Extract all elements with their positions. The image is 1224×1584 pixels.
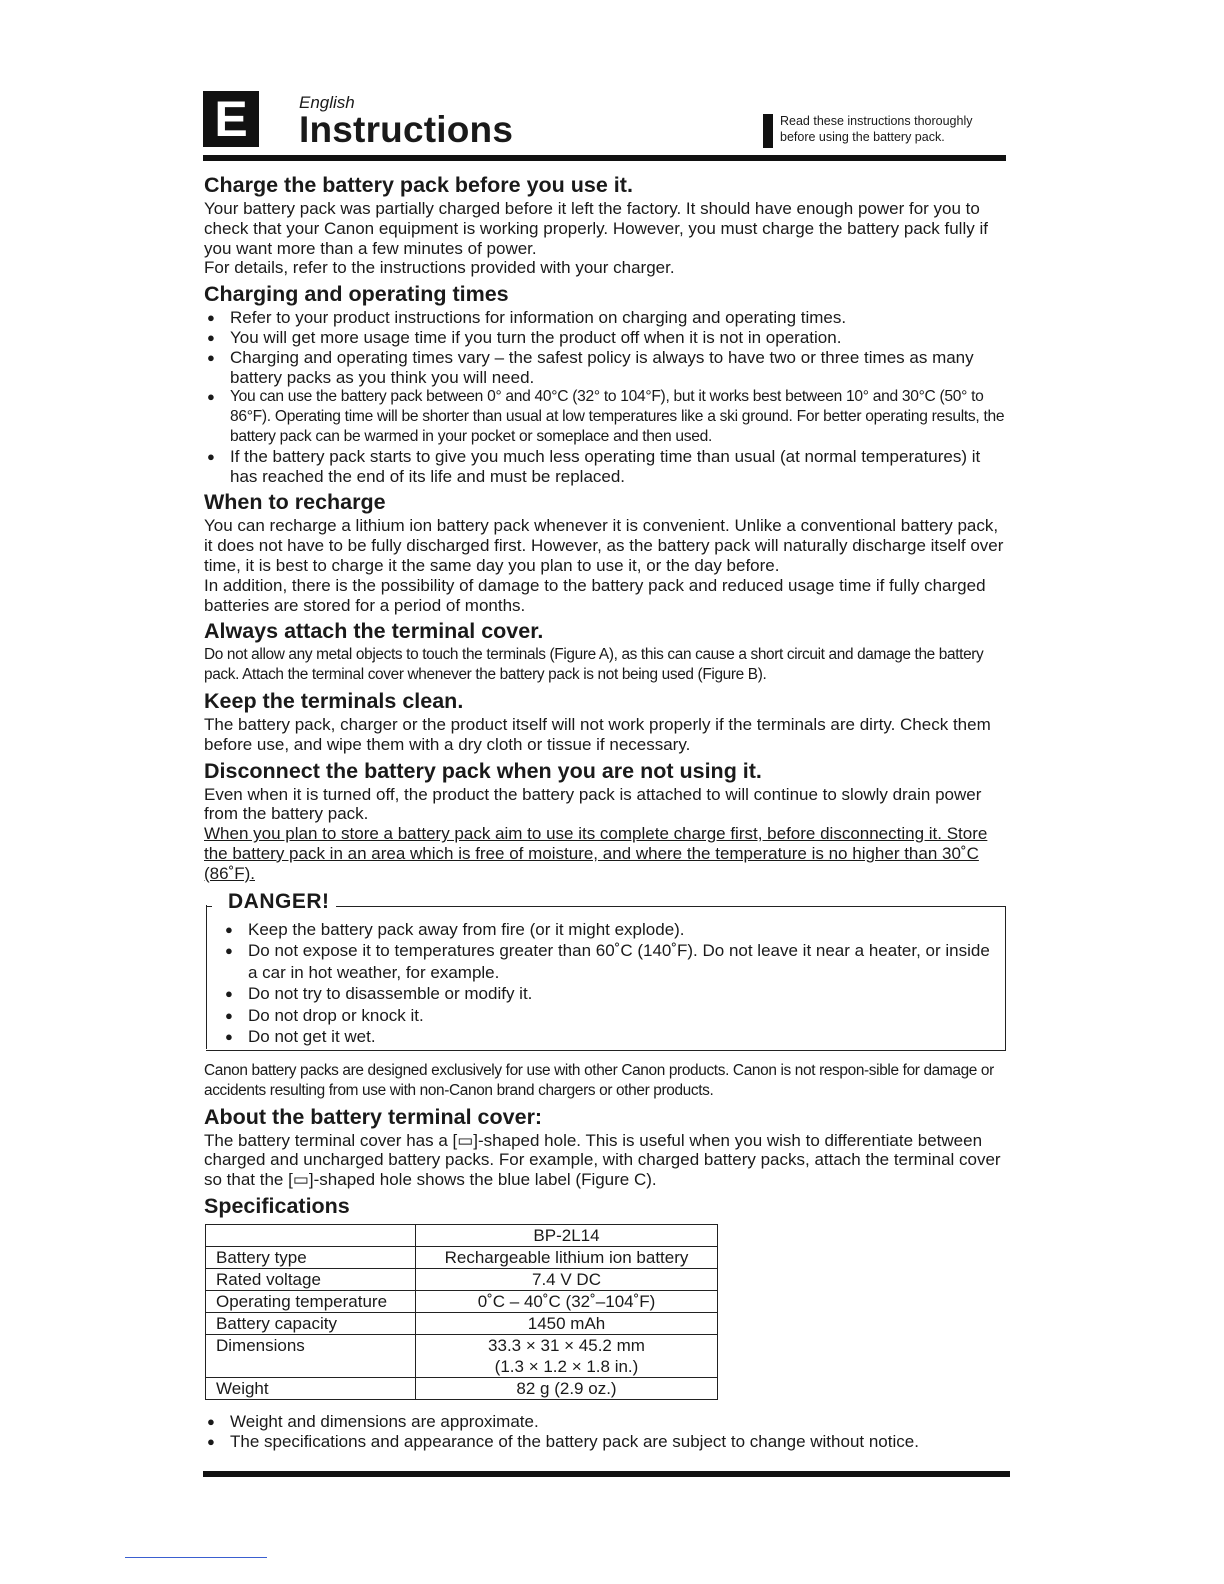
paragraph: The battery pack, charger or the product itself will not work properly if the terminals are dirty. Check them before use, and wipe them with a dry cloth or tissue if necessary. (204, 714, 991, 754)
danger-item: ● Do not get it wet. (222, 1026, 995, 1048)
danger-item: ● Do not drop or knock it. (222, 1005, 995, 1027)
table-cell (206, 1225, 416, 1247)
disclaimer: Canon battery packs are designed exclusively for use with other Canon products. Canon is not respon-sible for damage or accidents resulting from use with non-Canon brand chargers or other products. (204, 1062, 994, 1099)
danger-item: ● Do not expose it to temperatures greater than 60˚C (140˚F). Do not leave it near a heater, or inside a car in hot weather, for example. (222, 940, 995, 983)
table-cell: BP-2L14 (416, 1225, 718, 1247)
page-title: Instructions (299, 109, 514, 150)
footer-divider (203, 1471, 1010, 1477)
table-cell: 82 g (2.9 oz.) (416, 1378, 718, 1400)
list-item: ● The specifications and appearance of the battery pack are subject to change without notice. (204, 1432, 1010, 1452)
table-row (206, 1291, 718, 1313)
table-cell: Operating temperature (206, 1291, 416, 1313)
section-charge (204, 172, 1010, 278)
paragraph: Even when it is turned off, the product the battery pack is attached to will continue to slowly drain power from the battery pack. (204, 784, 982, 824)
bullet-list (204, 308, 1010, 486)
section-heading: Keep the terminals clean. (204, 688, 464, 713)
section-heading: About the battery terminal cover: (204, 1104, 543, 1129)
paragraph: Your battery pack was partially charged before it left the factory. It should have enough power for you to check that your Canon equipment is working properly. However, you must charge the battery pack fully if you want more than a few minutes of power. (204, 199, 988, 258)
section-heading: Specifications (204, 1194, 350, 1219)
note-marker (763, 114, 773, 148)
header-note-line1: Read these instructions thoroughly (780, 114, 973, 128)
table-row (206, 1269, 718, 1291)
table-cell: Rated voltage (206, 1269, 416, 1291)
cell-line: (1.3 × 1.2 × 1.8 in.) (494, 1357, 639, 1377)
section-heading: When to recharge (204, 490, 386, 515)
paragraph: Do not allow any metal objects to touch the terminals (Figure A), as this can cause a short circuit and damage the battery pack. Attach the terminal cover whenever the battery pack is not being used (Figure B). (204, 646, 984, 684)
section-heading: Charging and operating times (204, 282, 509, 307)
danger-list (222, 919, 995, 1049)
danger-item: ● Do not try to disassemble or modify it. (222, 983, 995, 1005)
header-note-line2: before using the battery pack. (780, 130, 945, 144)
table-row (206, 1225, 718, 1247)
table-cell (416, 1335, 718, 1378)
table-cell: Dimensions (206, 1335, 416, 1378)
table-cell: Battery type (206, 1247, 416, 1269)
table-row (206, 1335, 718, 1378)
section-about-cover (204, 1104, 1010, 1190)
footnote-rule (125, 1557, 267, 1558)
list-item: ● You can use the battery pack between 0° and 40°C (32° to 104°F), but it works best between 10° and 30°C (50° to 86°F). Operating time will be shorter than usual at low temperatures like a ski ground. For better operating results, the battery pack can be warmed in your pocket or someplace and then used. (204, 387, 1010, 446)
paragraph: You can recharge a lithium ion battery pack whenever it is convenient. Unlike a conventional battery pack, it does not have to be fully discharged first. However, as the battery pack will naturally discharge itself over time, it is best to charge it the same day you plan to use it, or the day before. (204, 516, 1004, 575)
table-cell: Battery capacity (206, 1313, 416, 1335)
section-specifications (204, 1193, 1010, 1452)
section-recharge (204, 489, 1010, 615)
table-cell: Rechargeable lithium ion battery (416, 1247, 718, 1269)
list-item: ● Weight and dimensions are approximate. (204, 1412, 1010, 1432)
danger-title-text: DANGER! (228, 889, 330, 913)
section-heading: Always attach the terminal cover. (204, 619, 544, 644)
spec-notes (204, 1412, 1010, 1452)
list-item: ● If the battery pack starts to give you much less operating time than usual (at normal temperatures) it has reached the end of its life and must be replaced. (204, 447, 1010, 487)
table-row (206, 1247, 718, 1269)
section-heading: Disconnect the battery pack when you are not using it. (204, 758, 762, 783)
table-cell: Weight (206, 1378, 416, 1400)
list-item: ● You will get more usage time if you turn the product off when it is not in operation. (204, 328, 1010, 348)
table-cell: 1450 mAh (416, 1313, 718, 1335)
danger-box (206, 889, 1006, 1052)
spec-table (205, 1224, 718, 1400)
paragraph: For details, refer to the instructions provided with your charger. (204, 258, 675, 278)
table-cell: 0˚C – 40˚C (32˚–104˚F) (416, 1291, 718, 1313)
section-heading: Charge the battery pack before you use it. (204, 173, 633, 197)
underlined-paragraph: When you plan to store a battery pack aim to use its complete charge first, before disconnecting it. Store the battery pack in an area which is free of moisture, and where the temperature is no higher than 30˚C (86˚F). (204, 824, 988, 883)
section-clean (204, 688, 1010, 755)
section-terminal-cover (204, 618, 1010, 685)
list-item: ● Refer to your product instructions for information on charging and operating times. (204, 308, 1010, 328)
list-item: ● Charging and operating times vary – the safest policy is always to have two or three times as many battery packs as you think you will need. (204, 348, 1010, 388)
paragraph: The battery terminal cover has a [▭]-shaped hole. This is useful when you wish to differentiate between charged and uncharged battery packs. For example, with charged battery packs, attach the terminal cover so that the [▭]-shaped hole shows the blue label (Figure C). (204, 1130, 1001, 1190)
document-body (204, 170, 1010, 1452)
section-disconnect (204, 758, 1010, 884)
header-note (780, 113, 972, 145)
danger-title (212, 890, 336, 914)
table-row (206, 1313, 718, 1335)
header-divider (203, 155, 1006, 161)
section-times (204, 281, 1010, 486)
table-row (206, 1378, 718, 1400)
language-badge: E (203, 91, 259, 147)
table-cell: 7.4 V DC (416, 1269, 718, 1291)
language-label: English (299, 93, 355, 112)
danger-item: ● Keep the battery pack away from fire (or it might explode). (222, 919, 995, 941)
paragraph: In addition, there is the possibility of damage to the battery pack and reduced usage time if fully charged batteries are stored for a period of months. (204, 575, 986, 615)
cell-line: 33.3 × 31 × 45.2 mm (488, 1336, 645, 1356)
